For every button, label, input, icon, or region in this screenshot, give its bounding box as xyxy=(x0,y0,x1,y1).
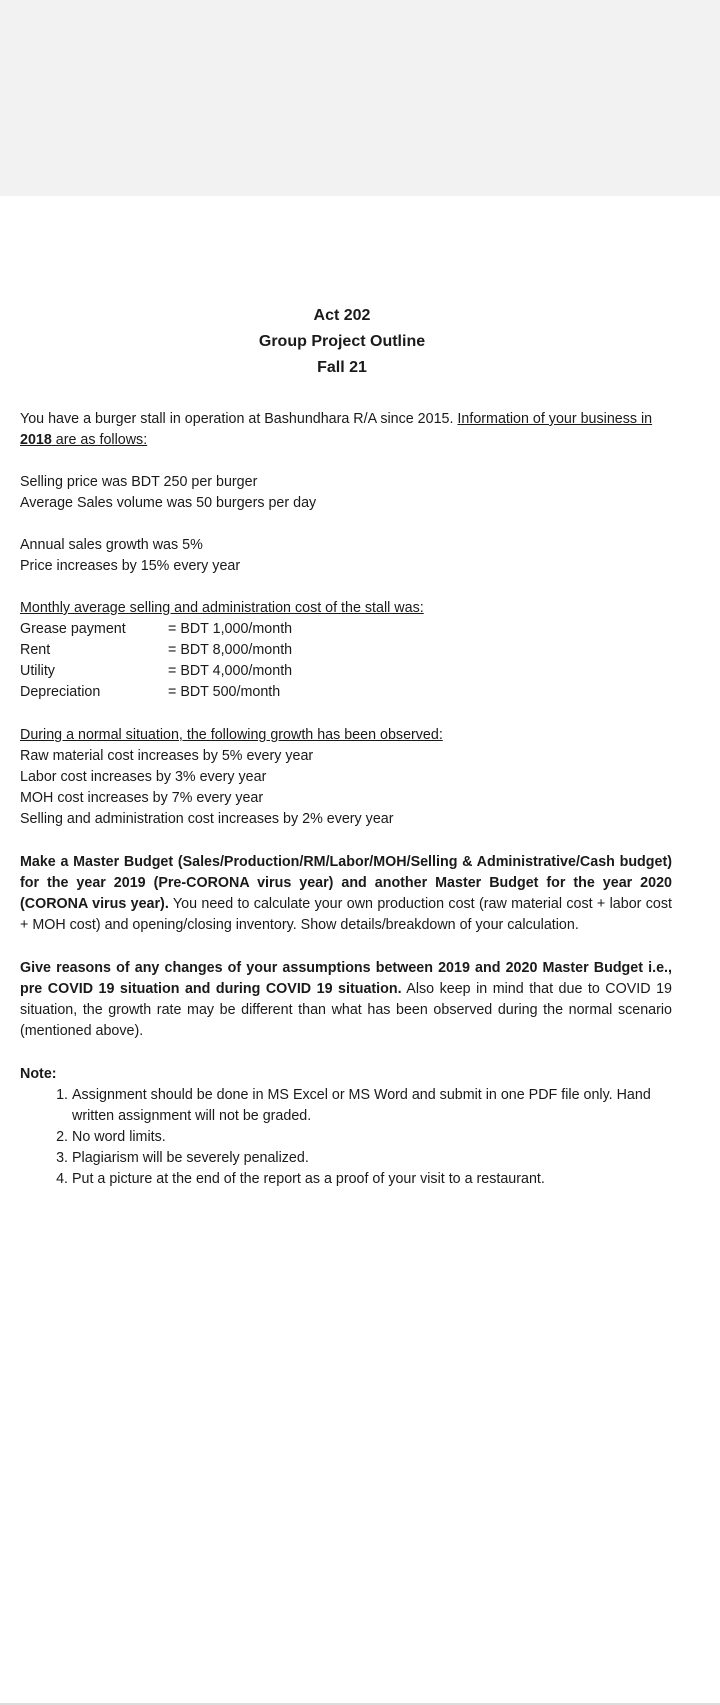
note-item: 4. Put a picture at the end of the report as a proof of your visit to a restaurant. xyxy=(72,1169,672,1190)
cost-row-grease: Grease payment = BDT 1,000/month xyxy=(20,621,293,637)
note-heading: Note: xyxy=(20,1066,57,1082)
growth-line: Selling and administration cost increases by 2% every year xyxy=(20,811,394,827)
volume-line: Average Sales volume was 50 burgers per day xyxy=(20,495,317,511)
price-line: Selling price was BDT 250 per burger xyxy=(20,474,258,490)
note-item: 2. No word limits. xyxy=(72,1127,672,1148)
document-subtitle: Group Project Outline xyxy=(258,333,426,350)
task-master-budget: Make a Master Budget (Sales/Production/RM/Labor/MOH/Selling & Administrative/Cash budget) for the year 2019 (Pre-CORONA virus year) and another Master Budget for the year 2020 (CORONA virus year). You need to calculate your own production cost (raw material cost + labor cost + MOH cost) and opening/closing inventory. Show details/breakdown of your calculation. xyxy=(20,854,672,933)
note-item: 3. Plagiarism will be severely penalized. xyxy=(72,1148,672,1169)
sales-growth-line: Annual sales growth was 5% xyxy=(20,537,203,553)
title-block xyxy=(12,303,672,381)
intro-paragraph: You have a burger stall in operation at Bashundhara R/A since 2015. Information of your business in 2018 are as follows: xyxy=(20,411,653,448)
note-item: 1. Assignment should be done in MS Excel or MS Word and submit in one PDF file only. Hand written assignment will not be graded. xyxy=(72,1085,672,1127)
growth-line: Raw material cost increases by 5% every year xyxy=(20,748,314,764)
cost-heading: Monthly average selling and administration cost of the stall was: xyxy=(20,600,424,616)
cost-row-utility: Utility = BDT 4,000/month xyxy=(20,663,293,679)
note-list xyxy=(20,1085,672,1190)
document-content xyxy=(20,303,672,1190)
normal-growth-heading: During a normal situation, the following growth has been observed: xyxy=(20,727,443,743)
course-title: Act 202 xyxy=(313,307,371,324)
cost-row-rent: Rent = BDT 8,000/month xyxy=(20,642,293,658)
term-label: Fall 21 xyxy=(317,359,367,376)
cost-row-depreciation: Depreciation = BDT 500/month xyxy=(20,684,281,700)
growth-line: Labor cost increases by 3% every year xyxy=(20,769,267,785)
growth-line: MOH cost increases by 7% every year xyxy=(20,790,264,806)
task-reasons: Give reasons of any changes of your assumptions between 2019 and 2020 Master Budget i.e., pre COVID 19 situation and during COVID 19 situation. Also keep in mind that due to COVID 19 situation, the growth rate may be different than what has been observed during the normal scenario (mentioned above). xyxy=(20,960,672,1039)
price-growth-line: Price increases by 15% every year xyxy=(20,558,241,574)
